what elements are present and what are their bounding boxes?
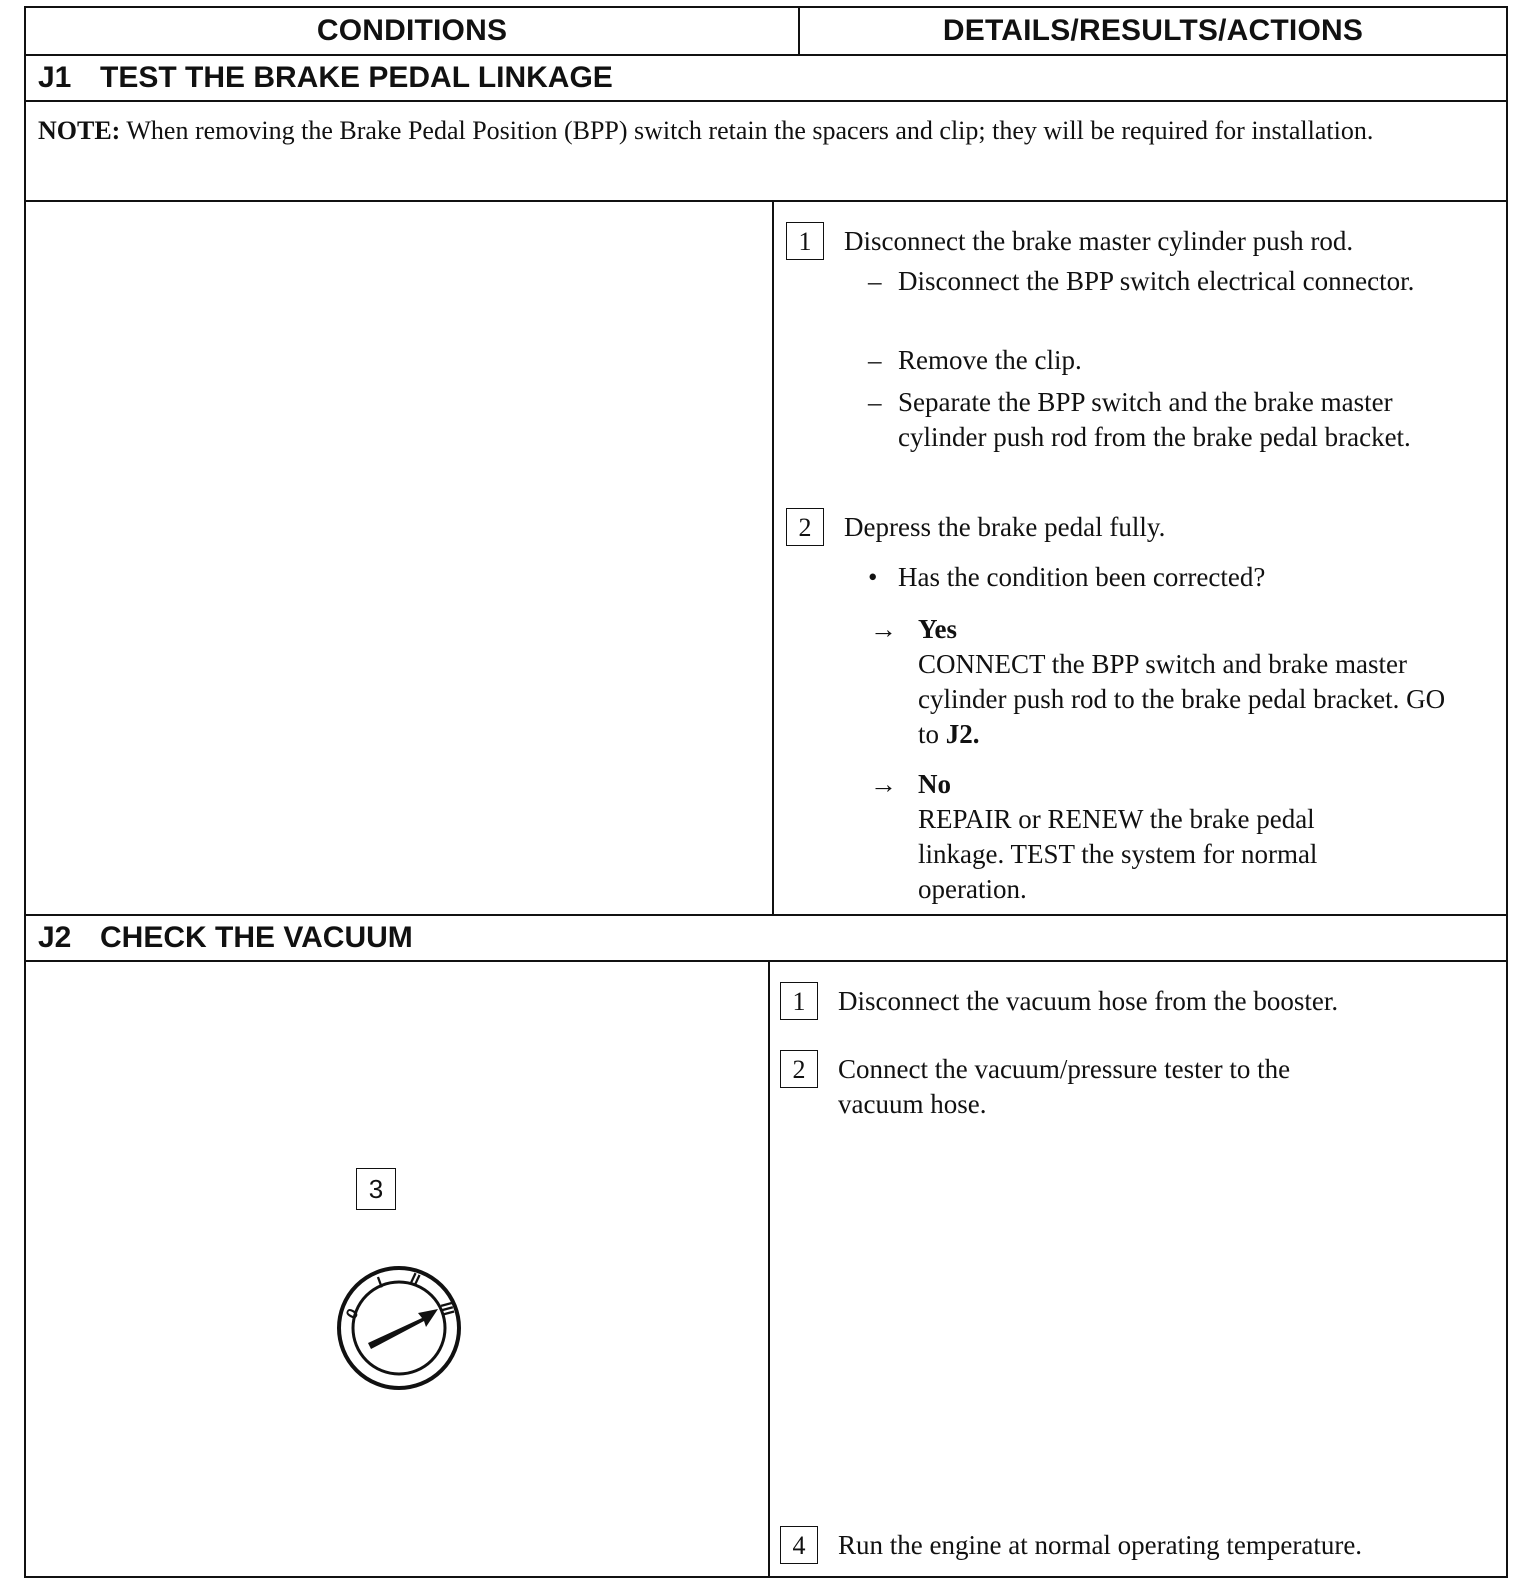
step-text: Disconnect the vacuum hose from the booster. [838,986,1339,1016]
j1-code: J1 [38,61,72,94]
step-number-box: 2 [780,1050,818,1088]
sub-text: Separate the BPP switch and the brake master cylinder push rod from the brake pedal bracket. [898,387,1411,452]
step-number-box: 1 [786,222,824,260]
step-text: Run the engine at normal operating temperature. [838,1530,1363,1560]
ignition-switch-icon [334,1263,464,1393]
sub-text: Disconnect the BPP switch electrical connector. [898,266,1415,296]
j2-code: J2 [38,921,72,954]
details-header: DETAILS/RESULTS/ACTIONS [942,14,1364,47]
j2-title: CHECK THE VACUUM [100,921,413,954]
dial-mark-2: II [407,1270,423,1290]
yes-ref-link[interactable]: J2. [945,719,980,749]
figure-step-3-box: 3 [356,1168,396,1210]
j2-step-2 [780,1052,1420,1122]
j1-answer-yes [870,612,1490,752]
step-number-box: 4 [780,1526,818,1564]
question-text: Has the condition been corrected? [898,562,1266,592]
j1-sub-1: – Disconnect the BPP switch electrical connector. [868,264,1428,299]
j1-sub-3: – Separate the BPP switch and the brake master cylinder push rod from the brake pedal bracket. [868,385,1428,455]
j2-step-4 [780,1528,1362,1564]
note-label: NOTE: [38,116,121,145]
j1-title: TEST THE BRAKE PEDAL LINKAGE [100,61,613,94]
sub-text: Remove the clip. [898,345,1082,375]
no-action: REPAIR or RENEW the brake pedal linkage. TEST the system for normal operation. [918,804,1318,904]
arrow-right-icon: → [870,769,897,799]
step-text: Connect the vacuum/pressure tester to the vacuum hose. [838,1054,1291,1119]
j1-step-1 [786,224,1353,260]
dial-mark-0: 0 [343,1305,363,1323]
yes-label: Yes [918,614,957,644]
dial-mark-3: III [436,1300,457,1318]
j1-step-2 [786,510,1165,546]
conditions-header: CONDITIONS [26,8,800,54]
procedure-table [24,6,1508,1578]
note-text: When removing the Brake Pedal Position (BPP) switch retain the spacers and clip; they will be required for installation. [126,116,1374,145]
j1-answer-no [870,767,1490,907]
arrow-right-icon: → [870,614,897,644]
j1-note [26,102,1506,202]
step-number-box: 1 [780,982,818,1020]
step-text: Depress the brake pedal fully. [844,512,1166,542]
j1-actions [786,202,1506,914]
j1-section-title [26,56,1506,102]
j2-actions [780,962,1504,1576]
step-text: Disconnect the brake master cylinder push rod. [844,226,1354,256]
table-header [26,8,1506,56]
j1-question: • Has the condition been corrected? [868,560,1428,595]
j2-section-title [26,916,1506,962]
j1-column-divider [772,202,774,916]
step-number-box: 2 [786,508,824,546]
dial-mark-1: I [375,1274,386,1292]
yes-text: CONNECT the BPP switch and brake master cylinder push rod to the brake pedal bracket. GO to [918,649,1446,749]
no-label: No [918,769,951,799]
j2-step-1 [780,984,1338,1020]
j2-column-divider [768,962,770,1578]
yes-action [918,647,1458,752]
j1-sub-2: – Remove the clip. [868,343,1428,378]
